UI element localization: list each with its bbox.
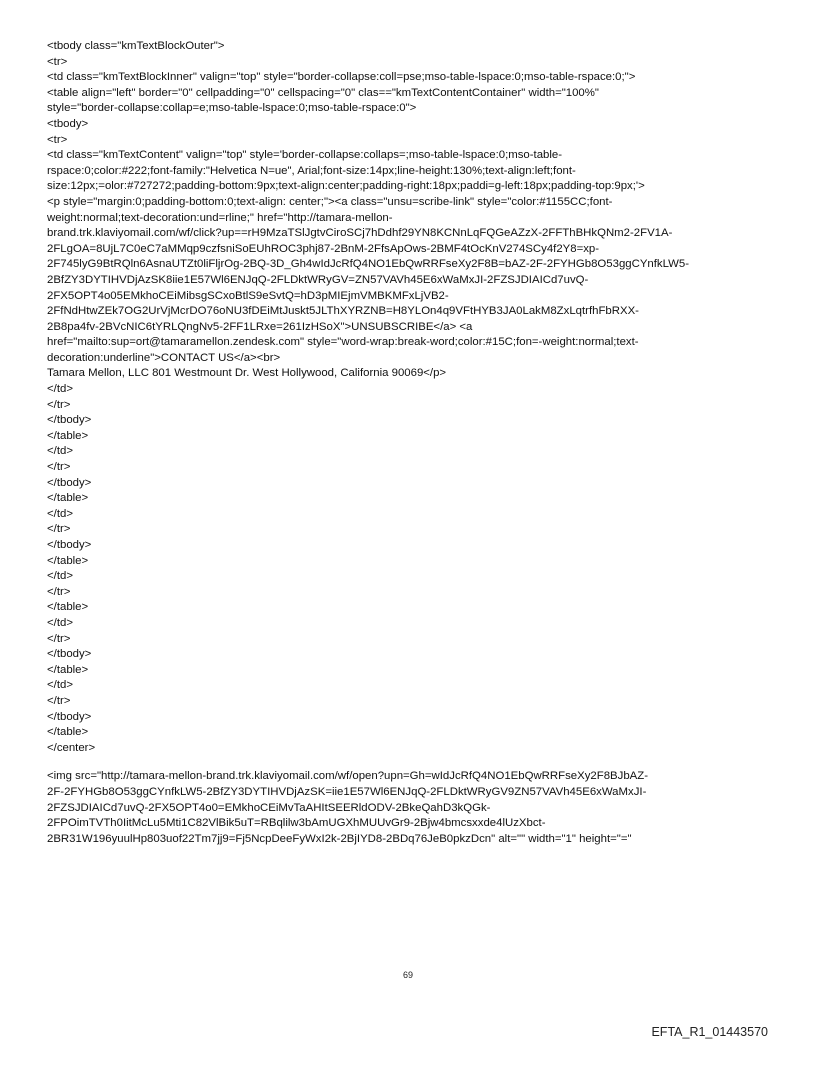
source-line: 2FZSJDIAICd7uvQ-2FX5OPT4o0=EMkhoCEiMvTaAHItSEERldODV-2BkeQahD3kQGk- <box>47 801 491 814</box>
source-line: </td> <box>47 383 73 396</box>
source-line: </tr> <box>47 632 71 645</box>
source-line: 2BfZY3DYTIHVDjAzSK8iie1E57Wl6ENJqQ-2FLDktWRyGV=ZN57VAVh45E6xWaMxJI-2FZSJDIAICd7uvQ- <box>47 273 589 286</box>
source-line: </tr> <box>47 523 71 536</box>
source-line: </td> <box>47 445 73 458</box>
source-line: </center> <box>47 741 96 754</box>
source-line: 2B8pa4fv-2BVcNIC6tYRLQngNv5-2FF1LRxe=261IzHSoX">UNSUBSCRIBE</a> <a <box>47 320 473 333</box>
source-line: size:12px;=olor:#727272;padding-bottom:9px;text-align:center;padding-right:18px;paddi=g-left:18px;padding-top:9px;'> <box>47 180 645 193</box>
source-line: </tr> <box>47 461 71 474</box>
source-line: </table> <box>47 726 89 739</box>
source-line: </td> <box>47 616 73 629</box>
source-line: 2FLgOA=8UjL7C0eC7aMMqp9czfsniSoEUhROC3phj87-2BnM-2FfsApOws-2BMF4tOcKnV274SCy4f2Y8=xp- <box>47 242 600 255</box>
source-line: </tbody> <box>47 414 92 427</box>
document-id: EFTA_R1_01443570 <box>651 1025 768 1039</box>
source-line: </td> <box>47 570 73 583</box>
source-line: <tr> <box>47 133 68 146</box>
source-line: </table> <box>47 663 89 676</box>
source-line: </tr> <box>47 694 71 707</box>
source-line: 2BR31W196yuulHp803uof22Tm7jj9=Fj5NcpDeeFyWxI2k-2BjIYD8-2BDq76JeB0pkzDcn" alt="" width="1" height="=" <box>47 832 632 845</box>
source-line: </tbody> <box>47 476 92 489</box>
source-line: <tr> <box>47 55 68 68</box>
source-line: style="border-collapse:collap=e;mso-table-lspace:0;mso-table-rspace:0"> <box>47 102 417 115</box>
source-line: <tbody> <box>47 117 89 130</box>
source-line: </tr> <box>47 398 71 411</box>
source-line: </table> <box>47 554 89 567</box>
source-line: <tbody class="kmTextBlockOuter"> <box>47 40 225 52</box>
source-line: </tbody> <box>47 648 92 661</box>
source-line: 2FX5OPT4o05EMkhoCEiMibsgSCxoBtlS9eSvtQ=hD3pMIEjmVMBKMFxLjVB2- <box>47 289 449 302</box>
source-line: rspace:0;color:#222;font-family:"Helvetica N=ue", Arial;font-size:14px;line-height:130%;text-align:left;font- <box>47 164 576 177</box>
source-line: <td class="kmTextBlockInner" valign="top" style="border-collapse:coll=pse;mso-table-lspace:0;mso-table-rspace:0;"> <box>47 71 636 84</box>
source-line: </td> <box>47 507 73 520</box>
source-line: </table> <box>47 492 89 505</box>
page-number: 69 <box>402 970 413 980</box>
source-line: </td> <box>47 679 73 692</box>
source-line: 2FPOimTVTh0IitMcLu5Mti1C82VlBik5uT=RBqlilw3bAmUGXhMUUvGr9-2Bjw4bmcsxxde4lUzXbct- <box>47 817 546 830</box>
source-line: <p style="margin:0;padding-bottom:0;text-align: center;"><a class="unsu=scribe-link" style="color:#1155CC;font- <box>47 195 613 208</box>
source-line: weight:normal;text-decoration:und=rline;" href="http://tamara-mellon- <box>47 211 393 224</box>
source-line: <td class="kmTextContent" valign="top" style='border-collapse:collaps=;mso-table-lspace:0;mso-table- <box>47 149 563 162</box>
source-line: 2F-2FYHGb8O53ggCYnfkLW5-2BfZY3DYTIHVDjAzSK=iie1E57Wl6ENJqQ-2FLDktWRyGV9ZN57VAVh45E6xWaMxJI- <box>47 785 647 798</box>
source-line: </tbody> <box>47 539 92 551</box>
html-source-text <box>47 39 777 847</box>
source-line: 2FfNdHtwZEk7OG2UrVjMcrDO76oNU3fDEiMtJuskt5JLThXYRZNB=H8YLOn4q9VFtHYB3JA0LakM8ZxLqtrfhFbRXX- <box>47 305 639 318</box>
source-line: </tr> <box>47 585 71 598</box>
source-line: </table> <box>47 429 89 442</box>
source-line: <img src="http://tamara-mellon-brand.trk.klaviyomail.com/wf/open?upn=Gh=wIdJcRfQ4NO1EbQwRRFseXy2F8BJbAZ- <box>47 770 649 783</box>
source-line: 2F745lyG9BtRQln6AsnaUTZt0liFljrOg-2BQ-3D_Gh4wIdJcRfQ4NO1EbQwRRFseXy2F8B=bAZ-2F-2FYHGb8O53ggCYnfkLW5- <box>47 258 689 271</box>
source-line: Tamara Mellon, LLC 801 Westmount Dr. West Hollywood, California 90069</p> <box>47 367 447 380</box>
blank-line <box>47 756 777 769</box>
source-line: brand.trk.klaviyomail.com/wf/click?up==rH9MzaTSlJgtvCiroSCj7hDdhf29YN8KCNnLqFQGeAZzX-2FFThBHkQNm2-2FV1A- <box>47 227 673 240</box>
source-line: <table align="left" border="0" cellpadding="0" cellspacing="0" clas=="kmTextContentContainer" width="100%" <box>47 86 599 99</box>
source-line: </table> <box>47 601 89 614</box>
source-line: </tbody> <box>47 710 92 723</box>
source-line: href="mailto:sup=ort@tamaramellon.zendesk.com" style="word-wrap:break-word;color:#15C;fon=-weight:normal;text- <box>47 336 639 349</box>
source-line: decoration:underline">CONTACT US</a><br> <box>47 351 281 364</box>
